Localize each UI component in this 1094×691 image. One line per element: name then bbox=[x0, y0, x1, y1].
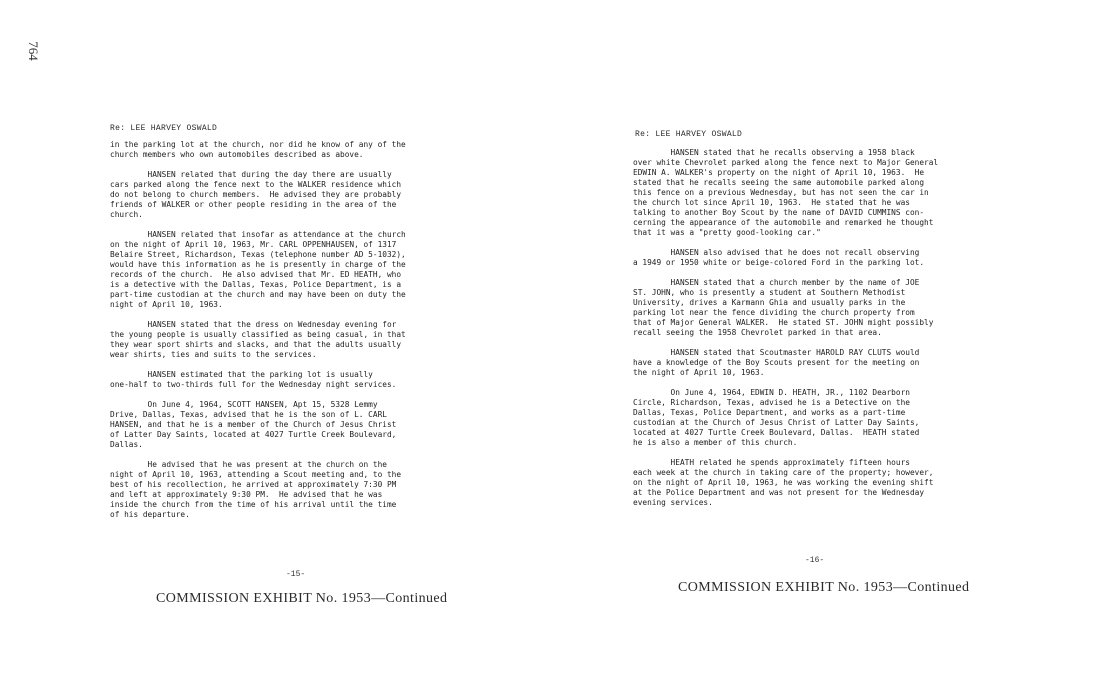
exhibit-caption: COMMISSION EXHIBIT No. 1953—Continued bbox=[156, 591, 448, 606]
exhibit-caption: COMMISSION EXHIBIT No. 1953—Continued bbox=[678, 580, 970, 595]
page-folio: -16- bbox=[805, 556, 825, 565]
page-body-text: HANSEN stated that he recalls observing a 1958 black over white Chevrolet parked along the fence next to Major General EDWIN A. WALKER's property on the night of April 10, 1963. He stated that he recalls seeing the same automobile parked along this fence on a previous Wednesday, but has not seen the car in the church lot since April 10, 1963. He stated that he was talking to another Boy Scout by the name of DAVID CUMMINS con- cerning the appearance of the automobile and remarked he thought that it was a "pretty good-looking car." HANSEN also advised that he does not recall observing a 1949 or 1950 white or beige-colored Ford in the parking lot. HANSEN stated that a church member by the name of JOE ST. JOHN, who is presently a student at Southern Methodist University, drives a Karmann Ghia and usually parks in the parking lot near the fence dividing the church property from that of Major General WALKER. He stated ST. JOHN might possibly recall seeing the 1958 Chevrolet parked in that area. HANSEN stated that Scoutmaster HAROLD RAY CLUTS would have a knowledge of the Boy Scouts present for the meeting on the night of April 10, 1963. On June 4, 1964, EDWIN D. HEATH, JR., 1102 Dearborn Circle, Richardson, Texas, advised he is a Detective on the Dallas, Texas, Police Department, and works as a part-time custodian at the Church of Jesus Christ of Latter Day Saints, located at 4027 Turtle Creek Boulevard, Dallas. HEATH stated he is also a member of this church. HEATH related he spends approximately fifteen hours each week at the church in taking care of the property; however, on the night of April 10, 1963, he was working the evening shift at the Police Department and was not present for the Wednesday evening services. bbox=[633, 148, 939, 507]
subject-line: Re: LEE HARVEY OSWALD bbox=[635, 130, 743, 139]
page-folio: -15- bbox=[286, 570, 306, 579]
subject-line: Re: LEE HARVEY OSWALD bbox=[110, 124, 218, 133]
page-body-text: in the parking lot at the church, nor did he know of any of the church members who own automobiles described as above. HANSEN related that during the day there are usually cars parked along the fence next to the WALKER residence which do not belong to church members. He advised they are probably friends of WALKER or other people residing in the area of the church. HANSEN related that insofar as attendance at the church on the night of April 10, 1963, Mr. CARL OPPENHAUSEN, of 1317 Belaire Street, Richardson, Texas (telephone number AD 5-1032), would have this information as he is presently in charge of the records of the church. He also advised that Mr. ED HEATH, who is a detective with the Dallas, Texas, Police Department, is a part-time custodian at the church and may have been on duty the night of April 10, 1963. HANSEN stated that the dress on Wednesday evening for the young people is usually classified as being casual, in that they wear sport shirts and slacks, and that the adults usually wear shirts, ties and suits to the services. HANSEN estimated that the parking lot is usually one-half to two-thirds full for the Wednesday night services. On June 4, 1964, SCOTT HANSEN, Apt 15, 5328 Lemmy Drive, Dallas, Texas, advised that he is the son of L. CARL HANSEN, and that he is a member of the Church of Jesus Christ of Latter Day Saints, located at 4027 Turtle Creek Boulevard, Dallas. He advised that he was present at the church on the night of April 10, 1963, attending a Scout meeting and, to the best of his recollection, he arrived at approximately 7:30 PM and left at approximately 9:30 PM. He advised that he was inside the church from the time of his arrival until the time of his departure. bbox=[110, 140, 406, 519]
document-page-right bbox=[547, 0, 1094, 691]
volume-page-number: 764 bbox=[26, 41, 41, 61]
